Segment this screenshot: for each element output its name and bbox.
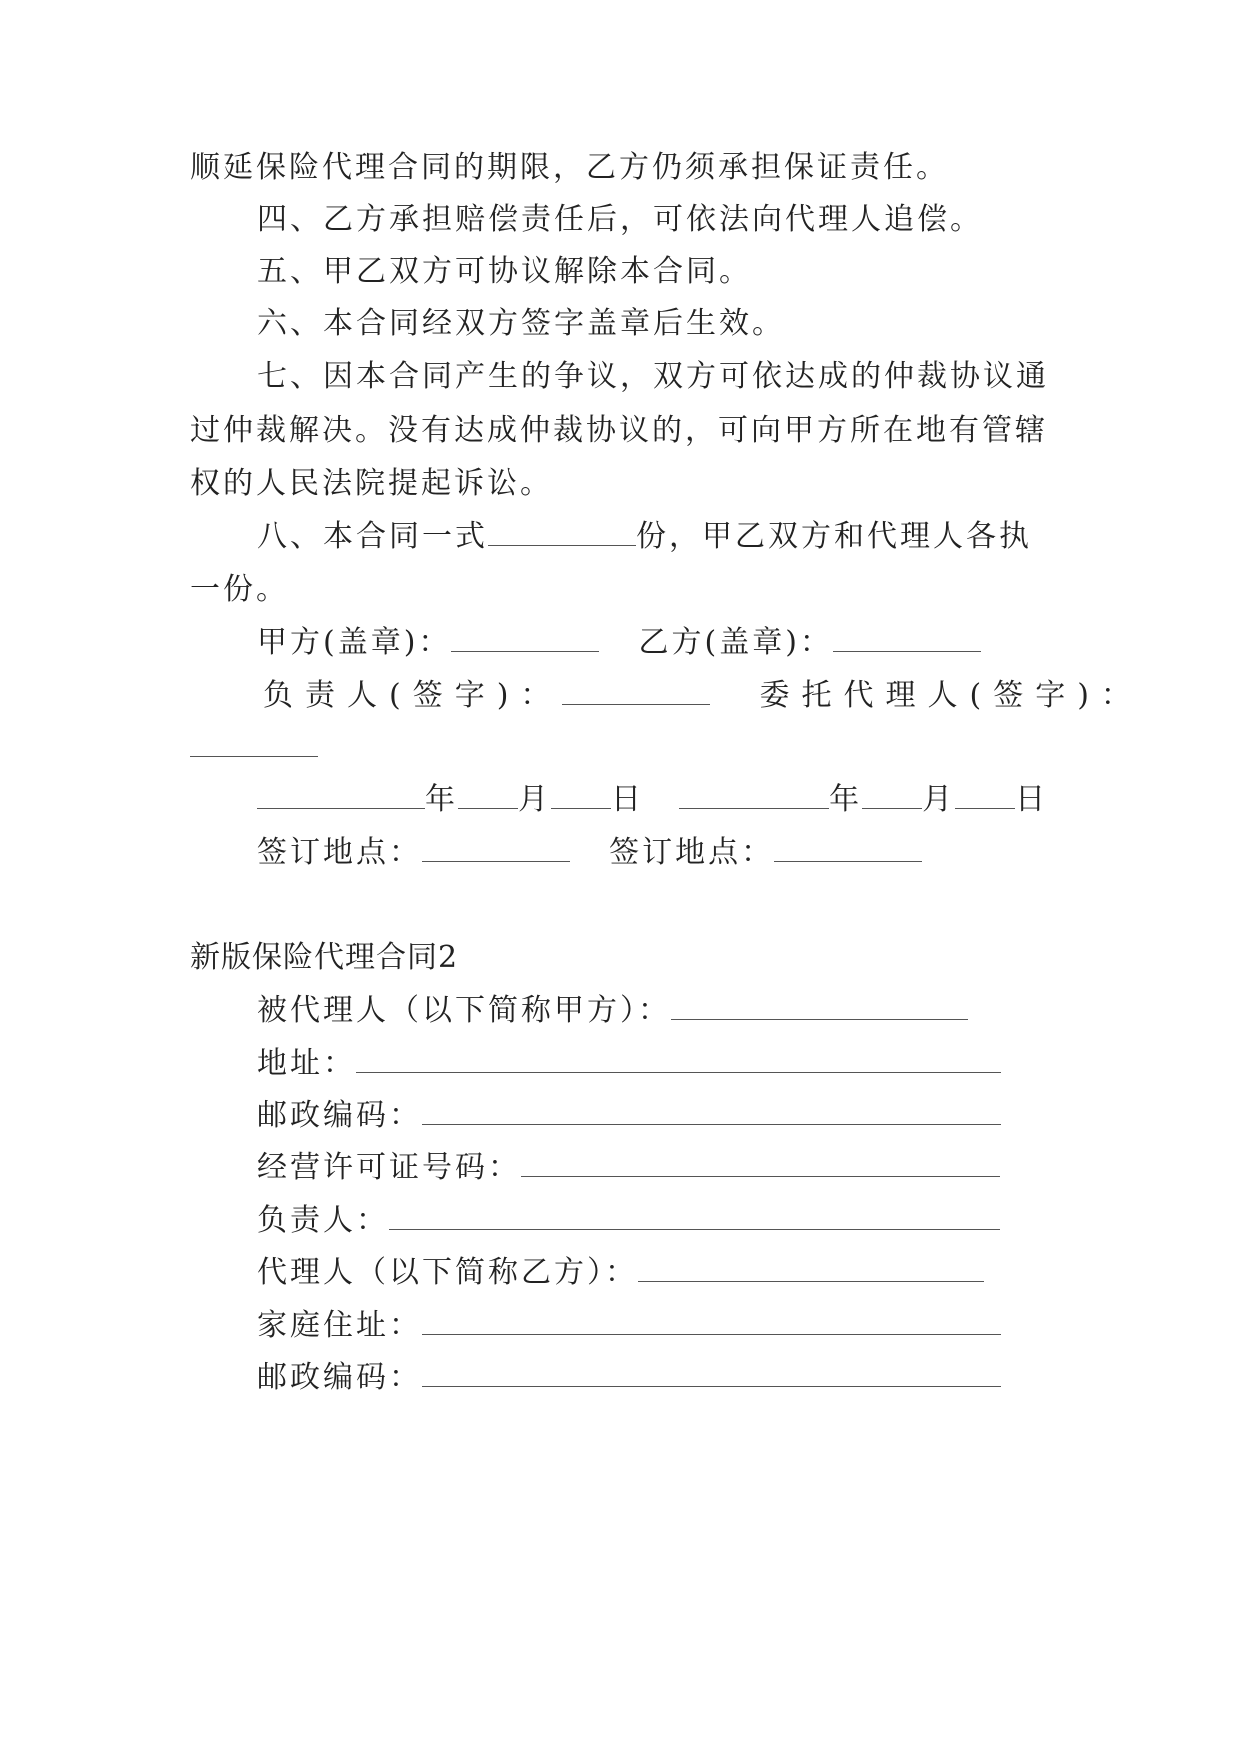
paragraph-continuation: 顺延保险代理合同的期限，乙方仍须承担保证责任。 <box>190 150 949 185</box>
date-b-month: 月 <box>922 782 956 817</box>
clause-8-text-a: 八、本合同一式 <box>257 519 488 554</box>
sign-place-row <box>257 833 1127 873</box>
sign-place-a-blank[interactable] <box>422 833 570 862</box>
agent-sign-label: 委托代理人(签字)： <box>759 678 1143 713</box>
postal-code-label: 邮政编码： <box>257 1098 422 1133</box>
clause-8-line-1 <box>257 517 1127 557</box>
principal-blank[interactable] <box>671 991 968 1020</box>
responsible-blank[interactable] <box>389 1201 1000 1230</box>
clause-7-line-1: 七、因本合同产生的争议，双方可依达成的仲裁协议通 <box>257 359 1049 394</box>
party-a-seal-blank[interactable] <box>451 623 599 652</box>
agent-row <box>257 1253 1127 1293</box>
clause-8-text-b: 份，甲乙双方和代理人各执 <box>636 519 1032 554</box>
postal-code-row <box>257 1096 1127 1136</box>
responsible-sign-label: 负责人(签字)： <box>263 678 563 713</box>
date-a-day: 日 <box>611 782 644 817</box>
party-b-seal-label: 乙方(盖章)： <box>638 625 833 660</box>
home-address-blank[interactable] <box>422 1306 1001 1335</box>
signature-row <box>263 676 1143 716</box>
license-blank[interactable] <box>521 1148 1000 1177</box>
date-a-year: 年 <box>425 782 458 817</box>
date-b-day: 日 <box>1015 782 1049 817</box>
address-label: 地址： <box>257 1046 356 1081</box>
clause-4: 四、乙方承担赔偿责任后，可依法向代理人追偿。 <box>257 202 983 237</box>
contract-2-title: 新版保险代理合同2 <box>190 940 459 975</box>
sign-place-b-label: 签订地点： <box>609 835 775 870</box>
license-label: 经营许可证号码： <box>257 1150 521 1185</box>
postal-code-2-label: 邮政编码： <box>257 1360 422 1395</box>
license-row <box>257 1148 1127 1188</box>
date-a-year-blank[interactable] <box>257 780 425 809</box>
date-a-month-blank[interactable] <box>458 780 518 809</box>
agent-sign-blank[interactable] <box>190 728 318 757</box>
date-a-day-blank[interactable] <box>551 780 611 809</box>
responsible-row <box>257 1201 1127 1241</box>
postal-code-blank[interactable] <box>422 1096 1001 1125</box>
clause-8-line-2: 一份。 <box>190 572 289 607</box>
date-b-month-blank[interactable] <box>862 780 922 809</box>
home-address-label: 家庭住址： <box>257 1308 422 1343</box>
responsible-label: 负责人： <box>257 1203 389 1238</box>
address-row <box>257 1044 1127 1084</box>
principal-label: 被代理人（以下简称甲方）： <box>257 993 671 1028</box>
party-b-seal-blank[interactable] <box>833 623 981 652</box>
date-b-year-blank[interactable] <box>679 780 829 809</box>
clause-6: 六、本合同经双方签字盖章后生效。 <box>257 306 785 341</box>
sign-place-a-label: 签订地点： <box>257 835 422 870</box>
seal-row <box>257 623 1127 663</box>
agent-sign-blank-row <box>190 728 1060 768</box>
responsible-sign-blank[interactable] <box>562 676 710 705</box>
agent-label: 代理人（以下简称乙方）： <box>257 1255 638 1290</box>
party-a-seal-label: 甲方(盖章)： <box>257 625 452 660</box>
date-b-day-blank[interactable] <box>955 780 1015 809</box>
sign-place-b-blank[interactable] <box>774 833 922 862</box>
clause-5: 五、甲乙双方可协议解除本合同。 <box>257 254 752 289</box>
address-blank[interactable] <box>356 1044 1001 1073</box>
date-b-year: 年 <box>829 782 863 817</box>
postal-code-2-row <box>257 1358 1127 1398</box>
principal-row <box>257 991 1127 1031</box>
date-row <box>257 780 1127 820</box>
home-address-row <box>257 1306 1127 1346</box>
clause-7-line-2: 过仲裁解决。没有达成仲裁协议的，可向甲方所在地有管辖 <box>190 413 1048 448</box>
agent-blank[interactable] <box>638 1253 984 1282</box>
date-a-month: 月 <box>518 782 551 817</box>
clause-7-line-3: 权的人民法院提起诉讼。 <box>190 466 553 501</box>
postal-code-2-blank[interactable] <box>422 1358 1001 1387</box>
copies-blank[interactable] <box>488 517 636 546</box>
